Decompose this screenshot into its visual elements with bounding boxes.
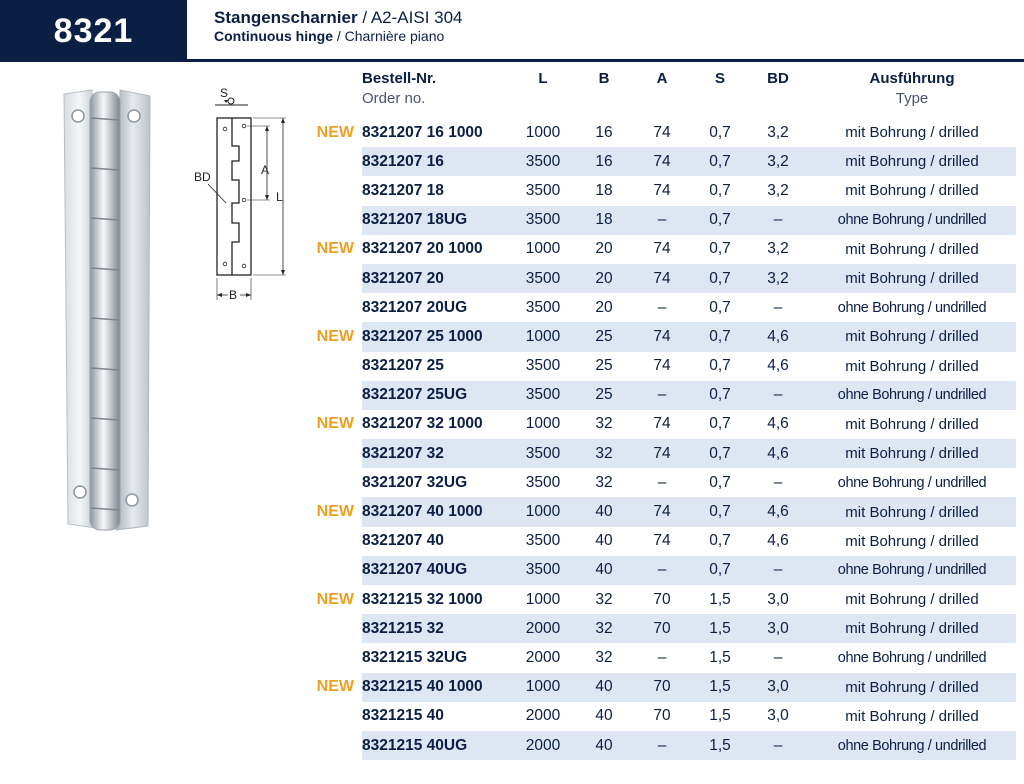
col-order: Bestell-Nr. Order no. [362,70,437,107]
cell-b: 40 [576,497,632,526]
order-number: 8321207 16 [362,147,510,176]
new-badge [304,264,362,293]
table-row [304,322,1016,351]
cell-a: 74 [653,123,671,141]
table-row [304,381,1016,410]
cell-l: 1000 [525,415,561,433]
cell-l: 3500 [510,264,576,293]
label-s: S [220,86,229,100]
cell-l: 1000 [525,240,561,258]
cell-type: mit Bohrung / drilled [845,124,979,142]
technical-drawing [190,82,300,307]
cell-b: 40 [576,731,632,760]
product-table [304,64,1016,760]
table-row [304,643,1016,672]
new-badge: NEW [316,123,354,141]
cell-type: mit Bohrung / drilled [845,707,979,725]
cell-type: mit Bohrung / drilled [845,357,979,375]
cell-s: 0,7 [692,439,748,468]
new-badge [304,731,362,760]
cell-a: 74 [632,439,692,468]
table-row [304,410,1016,439]
cell-type: mit Bohrung / drilled [845,240,979,258]
new-badge [304,206,362,235]
cell-bd: 3,2 [748,147,808,176]
table-row [304,439,1016,468]
cell-type: mit Bohrung / drilled [808,439,1016,468]
cell-a: 74 [653,357,671,375]
cell-b: 16 [576,147,632,176]
cell-bd: – [773,648,783,666]
cell-type: ohne Bohrung / undrilled [808,206,1016,235]
cell-bd: 3,0 [748,673,808,702]
cell-a: – [657,473,667,491]
cell-s: 0,7 [709,123,731,141]
table-row [304,468,1016,497]
cell-a: 70 [632,614,692,643]
cell-l: 1000 [510,673,576,702]
cell-s: 0,7 [692,497,748,526]
new-badge: NEW [316,590,354,608]
cell-type: mit Bohrung / drilled [845,415,979,433]
cell-l: 3500 [510,147,576,176]
new-badge: NEW [316,327,354,345]
cell-type: ohne Bohrung / undrilled [808,731,1016,760]
new-badge [304,468,362,497]
cell-l: 2000 [510,731,576,760]
order-number: 8321207 32UG [362,473,468,491]
col-type: Ausführung Type [869,70,955,107]
cell-a: 74 [632,322,692,351]
cell-type: mit Bohrung / drilled [845,591,979,609]
order-number: 8321207 20 1000 [362,240,483,258]
subtitle-en: Continuous hinge [214,28,333,44]
product-title [214,8,463,44]
cell-l: 2000 [525,648,561,666]
order-number: 8321207 18UG [362,206,510,235]
cell-a: 70 [653,590,671,608]
cell-type: ohne Bohrung / undrilled [837,649,987,666]
cell-s: 0,7 [709,240,731,258]
cell-b: 25 [576,381,632,410]
cell-b: 20 [576,264,632,293]
col-a: A [656,70,668,87]
cell-s: 1,5 [709,590,731,608]
cell-bd: 4,6 [748,322,808,351]
new-badge: NEW [316,503,354,521]
order-number: 8321207 25 1000 [362,322,510,351]
cell-bd: – [773,473,783,491]
cell-bd: 4,6 [748,497,808,526]
new-badge: NEW [316,678,354,696]
cell-l: 3500 [510,381,576,410]
cell-s: 0,7 [709,415,731,433]
order-number: 8321215 32UG [362,648,468,666]
order-number: 8321207 25 [362,357,444,375]
cell-b: 32 [595,590,613,608]
cell-b: 32 [595,415,613,433]
cell-s: 1,5 [692,673,748,702]
cell-b: 25 [595,357,613,375]
cell-b: 18 [595,181,613,199]
table-row [304,206,1016,235]
cell-s: 0,7 [709,473,731,491]
cell-a: – [632,381,692,410]
cell-l: 3500 [510,439,576,468]
cell-type: ohne Bohrung / undrilled [837,299,987,316]
cell-type: mit Bohrung / drilled [808,264,1016,293]
cell-l: 2000 [525,707,561,725]
table-row [304,147,1016,176]
cell-a: – [657,648,667,666]
cell-b: 20 [595,298,613,316]
cell-a: 74 [653,532,671,550]
cell-bd: 4,6 [767,415,789,433]
cell-a: 74 [653,415,671,433]
cell-l: 1000 [525,123,561,141]
cell-s: 0,7 [709,298,731,316]
cell-type: ohne Bohrung / undrilled [808,556,1016,585]
col-s: S [714,70,725,87]
cell-bd: – [748,556,808,585]
cell-l: 1000 [510,497,576,526]
new-badge [304,381,362,410]
cell-b: 40 [576,556,632,585]
table-row [304,527,1016,556]
cell-b: 40 [595,532,613,550]
col-l: L [538,70,548,87]
table-row [304,235,1016,264]
cell-bd: 3,0 [767,590,789,608]
cell-a: 74 [653,240,671,258]
order-number: 8321207 40UG [362,556,510,585]
new-badge [304,352,362,381]
cell-s: 0,7 [692,556,748,585]
cell-s: 0,7 [709,532,731,550]
label-a: A [261,163,270,177]
title-material: / A2-AISI 304 [357,8,463,27]
table-row [304,585,1016,614]
new-badge: NEW [316,240,354,258]
cell-s: 0,7 [692,264,748,293]
cell-type: mit Bohrung / drilled [845,532,979,550]
new-badge: NEW [316,415,354,433]
cell-a: – [632,731,692,760]
cell-a: – [632,556,692,585]
cell-bd: 3,0 [767,707,789,725]
table-row [304,118,1016,147]
title-main: Stangenscharnier [214,8,358,27]
cell-bd: – [773,298,783,316]
cell-type: ohne Bohrung / undrilled [808,381,1016,410]
cell-a: 74 [632,147,692,176]
cell-bd: 3,0 [748,614,808,643]
cell-l: 3500 [525,473,561,491]
cell-bd: 3,2 [767,240,789,258]
order-number: 8321207 40 1000 [362,497,510,526]
cell-l: 3500 [525,532,561,550]
cell-s: 0,7 [692,322,748,351]
cell-type: ohne Bohrung / undrilled [837,474,987,491]
table-row [304,176,1016,205]
subtitle-fr: / Charnière piano [332,28,445,44]
cell-s: 1,5 [709,648,731,666]
cell-bd: – [748,206,808,235]
col-b: B [598,70,610,87]
table-row [304,497,1016,526]
label-b: B [229,288,238,302]
new-badge [304,176,362,205]
table-row [304,293,1016,322]
col-bd: BD [767,70,789,87]
cell-s: 0,7 [692,206,748,235]
cell-a: – [632,206,692,235]
cell-l: 3500 [525,181,561,199]
cell-a: 74 [653,181,671,199]
cell-l: 3500 [525,298,561,316]
cell-l: 3500 [510,206,576,235]
cell-l: 1000 [510,322,576,351]
cell-type: mit Bohrung / drilled [808,147,1016,176]
cell-bd: – [748,381,808,410]
cell-s: 0,7 [709,357,731,375]
cell-bd: 3,2 [748,264,808,293]
cell-s: 1,5 [692,614,748,643]
table-row [304,702,1016,731]
cell-bd: 3,2 [767,181,789,199]
cell-l: 1000 [525,590,561,608]
order-number: 8321215 40UG [362,731,510,760]
table-row [304,556,1016,585]
cell-s: 1,5 [692,731,748,760]
new-badge [304,614,362,643]
new-badge [304,293,362,322]
cell-a: 74 [632,264,692,293]
cell-a: 74 [632,497,692,526]
cell-l: 3500 [525,357,561,375]
cell-bd: 4,6 [767,532,789,550]
cell-type: mit Bohrung / drilled [808,322,1016,351]
cell-type: mit Bohrung / drilled [808,673,1016,702]
cell-b: 40 [576,673,632,702]
cell-b: 16 [595,123,613,141]
table-row [304,614,1016,643]
cell-s: 1,5 [709,707,731,725]
hinge-photo [58,88,168,534]
table-row [304,731,1016,760]
order-number: 8321207 32 [362,439,510,468]
cell-a: – [657,298,667,316]
new-badge [304,527,362,556]
cell-type: mit Bohrung / drilled [808,497,1016,526]
order-number: 8321207 20UG [362,298,468,316]
cell-bd: 3,2 [767,123,789,141]
order-number: 8321207 16 1000 [362,123,483,141]
cell-b: 18 [576,206,632,235]
table-row [304,352,1016,381]
table-row [304,673,1016,702]
cell-bd: 4,6 [767,357,789,375]
cell-l: 2000 [510,614,576,643]
product-code-box [0,0,187,62]
order-number: 8321207 25UG [362,381,510,410]
order-number: 8321215 32 1000 [362,590,483,608]
table-header-row [304,64,1016,118]
cell-b: 25 [576,322,632,351]
label-l: L [276,190,283,204]
order-number: 8321215 32 [362,614,510,643]
cell-a: 70 [632,673,692,702]
cell-s: 0,7 [692,147,748,176]
new-badge [304,702,362,731]
order-number: 8321215 40 [362,707,444,725]
cell-bd: – [748,731,808,760]
label-bd: BD [194,170,211,184]
cell-b: 40 [595,707,613,725]
cell-b: 32 [595,473,613,491]
new-badge [304,439,362,468]
order-number: 8321207 40 [362,532,444,550]
cell-b: 32 [576,614,632,643]
cell-s: 0,7 [709,181,731,199]
cell-l: 3500 [510,556,576,585]
cell-a: 70 [653,707,671,725]
cell-bd: 4,6 [748,439,808,468]
new-badge [304,556,362,585]
cell-s: 0,7 [692,381,748,410]
table-row [304,264,1016,293]
product-code: 8321 [53,11,134,50]
order-number: 8321215 40 1000 [362,673,510,702]
cell-type: mit Bohrung / drilled [845,182,979,200]
cell-type: mit Bohrung / drilled [808,614,1016,643]
order-number: 8321207 18 [362,181,444,199]
cell-b: 32 [595,648,613,666]
order-number: 8321207 20 [362,264,510,293]
order-number: 8321207 32 1000 [362,415,483,433]
new-badge [304,147,362,176]
cell-b: 20 [595,240,613,258]
new-badge [304,643,362,672]
cell-b: 32 [576,439,632,468]
